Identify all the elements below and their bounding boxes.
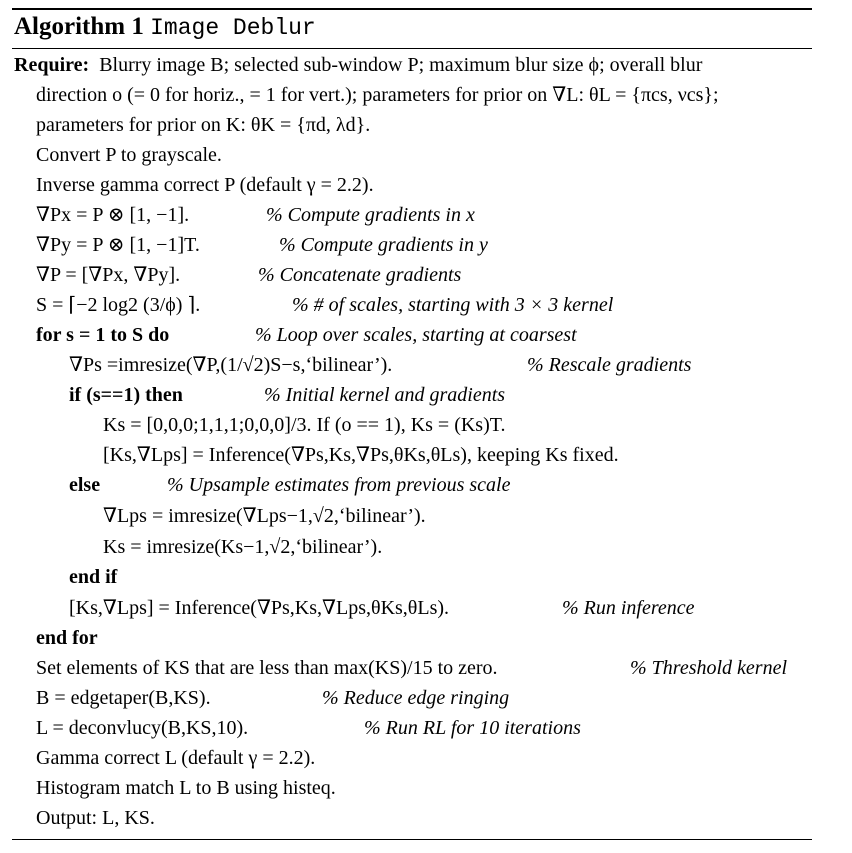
if-line: if (s==1) then xyxy=(69,384,183,406)
else-line: else xyxy=(69,474,101,496)
comment-grad-x: % Compute gradients in x xyxy=(266,204,475,226)
comment-rescale: % Rescale gradients xyxy=(527,354,692,376)
endfor-line: end for xyxy=(36,627,98,649)
algorithm-title xyxy=(14,12,316,43)
step-inference-init: [Ks,∇Lps] = Inference(∇Ps,Ks,∇Ps,θKs,θLs), keeping Ks fixed. xyxy=(103,444,619,466)
step-upsample-kernel: Ks = imresize(Ks−1,√2,‘bilinear’). xyxy=(103,536,383,558)
for-line: for s = 1 to S do xyxy=(36,324,170,346)
require-line-1 xyxy=(14,53,702,77)
step-edgetaper: B = edgetaper(B,KS). xyxy=(36,687,211,709)
step-histeq: Histogram match L to B using histeq. xyxy=(36,777,336,799)
step-grayscale: Convert P to grayscale. xyxy=(36,144,222,166)
bottom-rule xyxy=(12,839,812,840)
comment-grad-y: % Compute gradients in y xyxy=(279,234,488,256)
step-upsample-grad: ∇Lps = imresize(∇Lps−1,√2,‘bilinear’). xyxy=(103,505,426,527)
title-rule xyxy=(12,48,812,49)
comment-if: % Initial kernel and gradients xyxy=(264,384,506,406)
step-grad-x: ∇Px = P ⊗ [1, −1]. xyxy=(36,204,190,226)
step-rescale: ∇Ps =imresize(∇P,(1/√2)S−s,‘bilinear’). xyxy=(69,354,393,376)
step-grad-y: ∇Py = P ⊗ [1, −1]T. xyxy=(36,234,200,256)
step-scales: S = ⌈−2 log2 (3/ϕ) ⌉. xyxy=(36,294,201,316)
algorithm-label: Algorithm 1 xyxy=(14,13,144,40)
require-line-2: direction o (= 0 for horiz., = 1 for vert.); parameters for prior on ∇L: θL = {πcs, νcs}; xyxy=(36,84,719,106)
comment-scales: % # of scales, starting with 3 × 3 kernel xyxy=(292,294,614,316)
comment-inference: % Run inference xyxy=(562,597,695,619)
step-kernel-init: Ks = [0,0,0;1,1,1;0,0,0]/3. If (o == 1), Ks = (Ks)T. xyxy=(103,414,506,436)
require-line-3: parameters for prior on K: θK = {πd, λd}. xyxy=(36,114,371,136)
step-deconv: L = deconvlucy(B,KS,10). xyxy=(36,717,249,739)
step-inference: [Ks,∇Lps] = Inference(∇Ps,Ks,∇Lps,θKs,θLs). xyxy=(69,597,450,619)
step-output: Output: L, KS. xyxy=(36,807,155,829)
comment-deconv: % Run RL for 10 iterations xyxy=(364,717,581,739)
top-rule xyxy=(12,8,812,10)
step-concat: ∇P = [∇Px, ∇Py]. xyxy=(36,264,181,286)
comment-threshold: % Threshold kernel xyxy=(630,657,788,679)
comment-edgetaper: % Reduce edge ringing xyxy=(322,687,510,709)
require-keyword: Require: xyxy=(14,54,90,76)
step-threshold: Set elements of KS that are less than max(KS)/15 to zero. xyxy=(36,657,498,679)
step-gamma: Gamma correct L (default γ = 2.2). xyxy=(36,747,316,769)
require-text-1: Blurry image B; selected sub-window P; maximum blur size ϕ; overall blur xyxy=(99,54,703,76)
comment-concat: % Concatenate gradients xyxy=(258,264,462,286)
step-inverse-gamma: Inverse gamma correct P (default γ = 2.2). xyxy=(36,174,374,196)
comment-for: % Loop over scales, starting at coarsest xyxy=(255,324,577,346)
comment-else: % Upsample estimates from previous scale xyxy=(167,474,511,496)
endif-line: end if xyxy=(69,566,118,588)
algorithm-name: Image Deblur xyxy=(150,15,316,41)
